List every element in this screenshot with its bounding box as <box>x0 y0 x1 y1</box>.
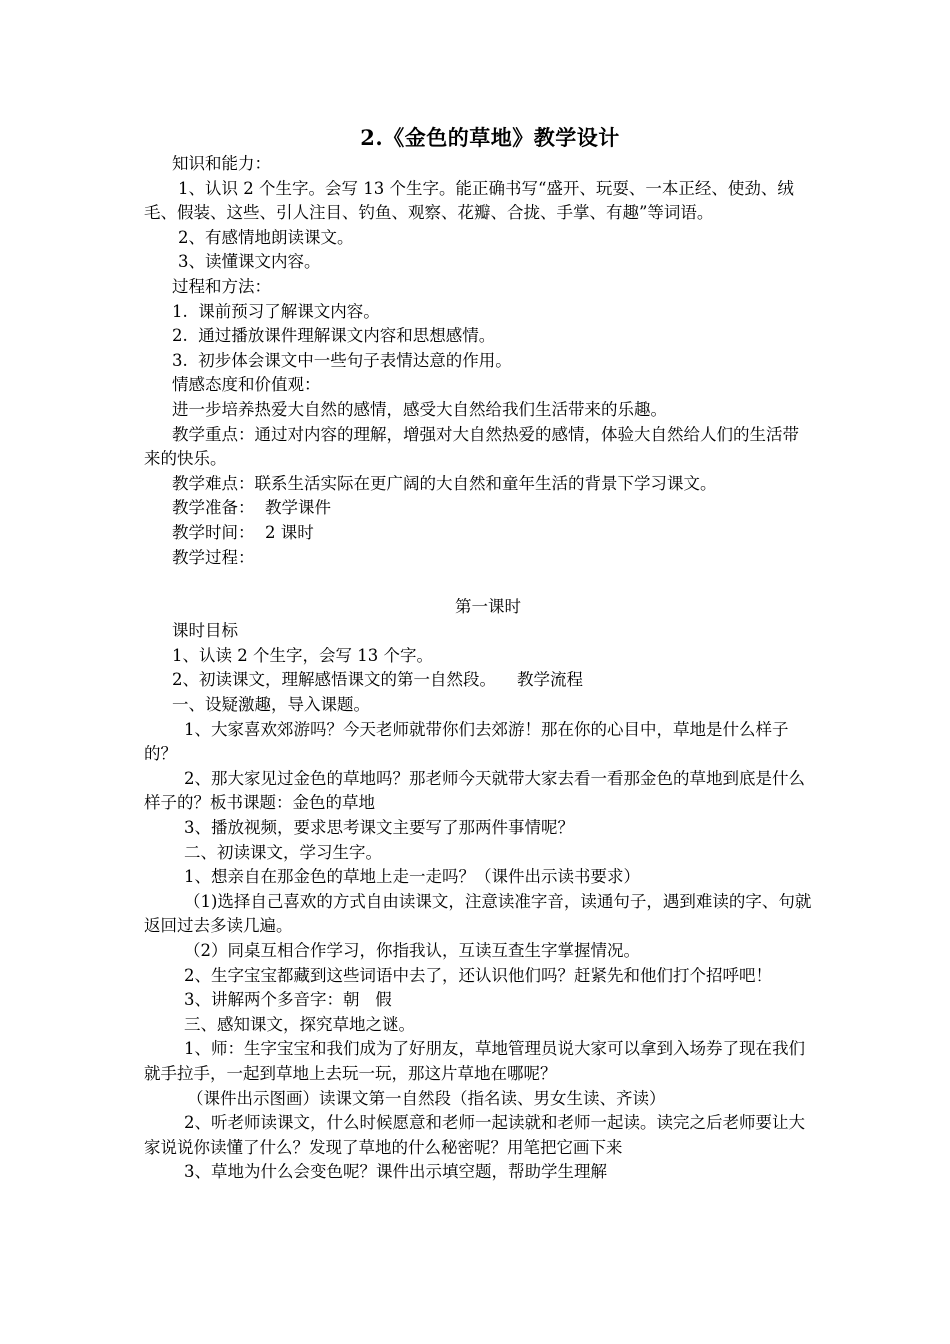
paragraph-part3-3: 3、草地为什么会变色呢？课件出示填空题，帮助学生理解 <box>184 1162 607 1182</box>
heading-process-method: 过程和方法： <box>172 276 271 296</box>
paragraph-time: 教学时间： 2 课时 <box>172 522 314 542</box>
blank-line <box>144 570 812 595</box>
paragraph-part3-1: 1、师：生字宝宝和我们成为了好朋友，草地管理员说大家可以拿到入场券了现在我们就手拉手，一起到草地上去玩一玩，那这片草地在哪呢？ <box>144 1039 805 1083</box>
heading-teaching-process: 教学过程： <box>172 547 255 567</box>
heading-part-2: 二、初读课文，学习生字。 <box>184 842 382 862</box>
heading-lesson-goals: 课时目标 <box>172 621 238 641</box>
paragraph-part2-1b: （2）同桌互相合作学习，你指我认，互读互查生字掌握情况。 <box>184 941 640 960</box>
paragraph-method-3: 3. 初步体会课文中一些句子表情达意的作用。 <box>172 350 512 370</box>
paragraph-lesson-goal-1: 1、认读 2 个生字，会写 13 个字。 <box>172 645 433 665</box>
paragraph-emotion: 进一步培养热爱大自然的感情，感受大自然给我们生活带来的乐趣。 <box>172 399 667 419</box>
paragraph-method-2: 2. 通过播放课件理解课文内容和思想感情。 <box>172 326 496 346</box>
paragraph-preparation: 教学准备： 教学课件 <box>172 498 331 518</box>
paragraph-key-points: 教学重点：通过对内容的理解，增强对大自然热爱的感情，体验大自然给人们的生活带来的快乐。 <box>144 424 799 469</box>
paragraph-part2-3: 3、讲解两个多音字：朝 假 <box>184 990 392 1010</box>
paragraph-part2-1: 1、想亲自在那金色的草地上走一走吗？（课件出示读书要求） <box>184 867 640 887</box>
paragraph-part2-1a: （1)选择自己喜欢的方式自由读课文，注意读准字音，读通句子，遇到难读的字、句就返回过去多读几遍。 <box>144 891 812 936</box>
section-heading-first-lesson: 第一课时 <box>455 596 521 616</box>
document-body <box>144 152 812 1185</box>
paragraph-lesson-goal-2: 2、初读课文，理解感悟课文的第一自然段。 教学流程 <box>172 670 583 690</box>
document-title: 2.《金色的草地》教学设计 <box>360 125 620 150</box>
paragraph-goal-2: 2、有感情地朗读课文。 <box>178 227 354 247</box>
paragraph-method-1: 1. 课前预习了解课文内容。 <box>172 301 380 321</box>
paragraph-part1-2: 2、那大家见过金色的草地吗？那老师今天就带大家去看一看那金色的草地到底是什么样子的？板书课题：金色的草地 <box>144 768 805 813</box>
heading-emotion-values: 情感态度和价值观： <box>172 375 321 395</box>
paragraph-part3-1a: （课件出示图画）读课文第一自然段（指名读、男女生读、齐读） <box>187 1088 666 1108</box>
paragraph-part3-2: 2、听老师读课文，什么时候愿意和老师一起读就和老师一起读。读完之后老师要让大家说说你读懂了什么？发现了草地的什么秘密呢？用笔把它画下来 <box>144 1113 805 1157</box>
paragraph-part1-1: 1、大家喜欢郊游吗？今天老师就带你们去郊游！那在你的心目中，草地是什么样子的？ <box>144 719 789 764</box>
heading-knowledge-ability: 知识和能力： <box>172 154 271 173</box>
paragraph-goal-3: 3、读懂课文内容。 <box>178 252 321 272</box>
heading-part-1: 一、设疑激趣，导入课题。 <box>172 695 370 715</box>
heading-part-3: 三、感知课文，探究草地之谜。 <box>184 1014 415 1034</box>
paragraph-difficulties: 教学难点：联系生活实际在更广阔的大自然和童年生活的背景下学习课文。 <box>172 473 717 493</box>
paragraph-part1-3: 3、播放视频，要求思考课文主要写了那两件事情呢？ <box>184 818 574 838</box>
paragraph-part2-2: 2、生字宝宝都藏到这些词语中去了，还认识他们吗？赶紧先和他们打个招呼吧！ <box>184 965 772 985</box>
paragraph-goal-1: 1、认识 2 个生字。会写 13 个生字。能正确书写“盛开、玩耍、一本正经、使劲、绒毛、假装、这些、引人注目、钓鱼、观察、花瓣、合拢、手掌、有趣”等词语。 <box>144 178 794 223</box>
